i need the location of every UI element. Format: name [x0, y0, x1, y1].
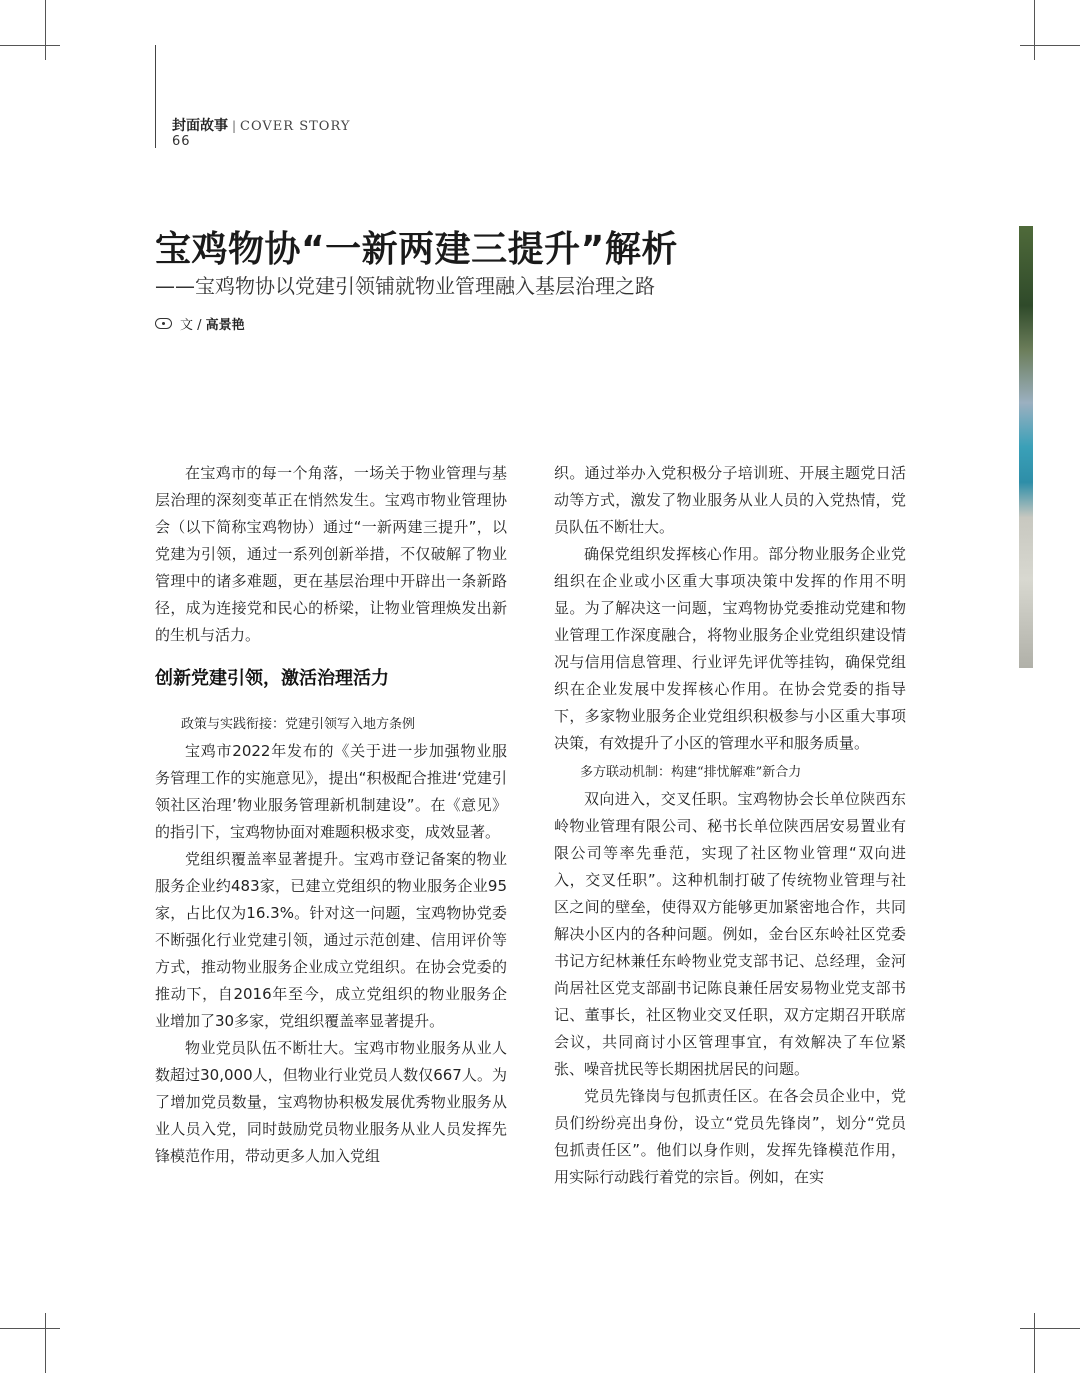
crop-mark-top-left-v [45, 0, 46, 60]
byline-prefix: 文 / [180, 318, 202, 333]
body-paragraph-continued: 织。通过举办入党积极分子培训班、开展主题党日活动等方式，激发了物业服务从业人员的入党热情，党员队伍不断壮大。 [554, 464, 906, 536]
crop-mark-bottom-right-h [1020, 1328, 1080, 1329]
body-column-left [155, 460, 507, 1170]
body-paragraph: 物业党员队伍不断壮大。宝鸡市物业服务从业人数超过30,000人，但物业行业党员人数仅667人。为了增加党员数量，宝鸡物协积极发展优秀物业服务从业人员入党，同时鼓励党员物业服务从业人员发挥先锋模范作用，带动更多人加入党组 [155, 1039, 507, 1165]
body-paragraph: 宝鸡市2022年发布的《关于进一步加强物业服务管理工作的实施意见》，提出“积极配合推进‘党建引领社区治理’物业服务管理新机制建设”。在《意见》的指引下，宝鸡物协面对难题积极求变，成效显著。 [155, 742, 507, 841]
crop-mark-bottom-right-v [1034, 1313, 1035, 1373]
cover-photo-edge [1019, 226, 1033, 668]
body-paragraph: 双向进入，交叉任职。宝鸡物协会长单位陕西东岭物业管理有限公司、秘书长单位陕西居安易置业有限公司等率先垂范，实现了社区物业管理“双向进入，交叉任职”。这种机制打破了传统物业管理与社区之间的壁垒，使得双方能够更加紧密地合作，共同解决小区内的各种问题。例如，金台区东岭社区党委书记方纪林兼任东岭物业党支部书记、总经理，金河尚居社区党支部副书记陈良兼任居安易物业党支部书记、董事长，社区物业交叉任职，双方定期召开联席会议，共同商讨小区管理事宜，有效解决了车位紧张、噪音扰民等长期困扰居民的问题。 [554, 790, 906, 1078]
section-name-cn: 封面故事 [172, 118, 228, 134]
crop-mark-top-right-v [1034, 0, 1035, 60]
intro-paragraph: 在宝鸡市的每一个角落，一场关于物业管理与基层治理的深刻变革正在悄然发生。宝鸡市物业管理协会（以下简称宝鸡物协）通过“一新两建三提升”，以党建为引领，通过一系列创新举措，不仅破解了物业管理中的诸多难题，更在基层治理中开辟出一条新路径，成为连接党和民心的桥梁，让物业管理焕发出新的生机与活力。 [155, 464, 507, 644]
byline [155, 314, 245, 333]
crop-mark-bottom-left-v [45, 1313, 46, 1373]
header-rule [155, 45, 156, 148]
body-paragraph: 党组织覆盖率显著提升。宝鸡市登记备案的物业服务企业约483家，已建立党组织的物业服务企业95家，占比仅为16.3%。针对这一问题，宝鸡物协党委不断强化行业党建引领，通过示范创建、信用评价等方式，推动物业服务企业成立党组织。在协会党委的推动下，自2016年至今，成立党组织的物业服务企业增加了30多家，党组织覆盖率显著提升。 [155, 850, 507, 1030]
body-paragraph: 确保党组织发挥核心作用。部分物业服务企业党组织在企业或小区重大事项决策中发挥的作用不明显。为了解决这一问题，宝鸡物协党委推动党建和物业管理工作深度融合，将物业服务企业党组织建设情况与信用信息管理、行业评先评优等挂钩，确保党组织在企业发展中发挥核心作用。在协会党委的指导下，多家物业服务企业党组织积极参与小区重大事项决策，有效提升了小区的管理水平和服务质量。 [554, 545, 906, 752]
crop-mark-bottom-left-h [0, 1328, 60, 1329]
body-paragraph: 党员先锋岗与包抓责任区。在各会员企业中，党员们纷纷亮出身份，设立“党员先锋岗”，划分“党员包抓责任区”。他们以身作则，发挥先锋模范作用，用实际行动践行着党的宗旨。例如，在实 [554, 1087, 906, 1186]
page-number: 66 [172, 134, 191, 149]
section-separator: | [232, 119, 237, 133]
crop-mark-top-right-h [1020, 45, 1080, 46]
article-subtitle: ——宝鸡物协以党建引领铺就物业管理融入基层治理之路 [155, 274, 655, 298]
article-title: 宝鸡物协“一新两建三提升”解析 [155, 229, 678, 270]
crop-mark-top-left-h [0, 45, 60, 46]
pen-icon [155, 318, 172, 329]
subheading-linkage: 多方联动机制：构建“排忧解难”新合力 [580, 765, 802, 780]
author-name: 高景艳 [205, 318, 245, 333]
section-header [172, 116, 350, 136]
body-column-right [554, 460, 906, 1191]
subheading-policy: 政策与实践衔接：党建引领写入地方条例 [181, 717, 416, 732]
section-name-en: COVER STORY [240, 119, 351, 134]
section-heading: 创新党建引领，激活治理活力 [155, 668, 389, 689]
